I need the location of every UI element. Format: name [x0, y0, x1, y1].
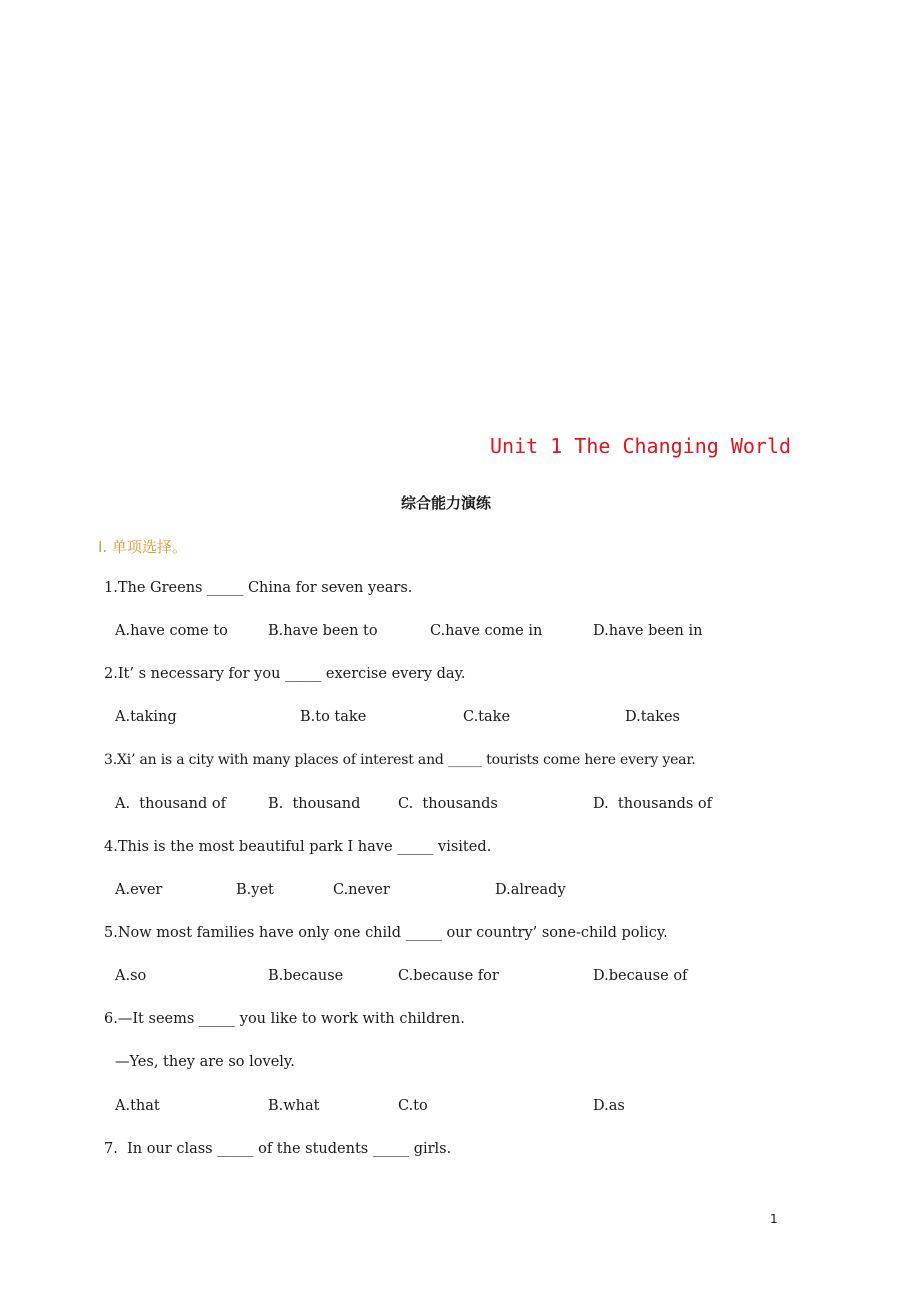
question-7-stem: 7. In our class _____ of the students _____ girls.: [104, 1141, 452, 1157]
question-3-stem: 3.Xi’ an is a city with many places of interest and _____ tourists come here every year.: [104, 752, 696, 768]
question-5-stem: 5.Now most families have only one child _____ our country’ sone-child policy.: [104, 925, 668, 941]
page-number: 1: [770, 1212, 778, 1226]
question-1-option-b: B.have been to: [268, 623, 378, 639]
question-4-option-c: C.never: [333, 882, 390, 898]
question-6-option-c: C.to: [398, 1098, 428, 1114]
question-3-option-d: D. thousands of: [593, 796, 713, 812]
question-6-option-d: D.as: [593, 1098, 625, 1114]
question-1-option-d: D.have been in: [593, 623, 703, 639]
section-subtitle: 综合能力演练: [400, 494, 491, 512]
question-5-option-d: D.because of: [593, 968, 688, 984]
question-5-option-c: C.because for: [398, 968, 499, 984]
question-4-option-b: B.yet: [236, 882, 274, 898]
section-heading: I. 单项选择。: [98, 538, 187, 556]
question-5-option-b: B.because: [268, 968, 344, 984]
question-2-option-b: B.to take: [300, 709, 367, 725]
question-2-stem: 2.It’ s necessary for you _____ exercise every day.: [104, 666, 466, 682]
question-5-option-a: A.so: [115, 968, 147, 984]
question-6-option-a: A.that: [115, 1098, 160, 1114]
question-1-stem: 1.The Greens _____ China for seven years.: [104, 580, 413, 596]
question-1-option-c: C.have come in: [430, 623, 543, 639]
question-6-stem: 6.—It seems _____ you like to work with children.: [104, 1011, 465, 1027]
question-3-option-c: C. thousands: [398, 796, 498, 812]
question-2-option-c: C.take: [463, 709, 511, 725]
question-3-option-a: A. thousand of: [115, 796, 226, 812]
question-6-reply: —Yes, they are so lovely.: [115, 1054, 295, 1070]
question-1-option-a: A.have come to: [115, 623, 228, 639]
question-2-option-a: A.taking: [115, 709, 177, 725]
question-4-option-d: D.already: [495, 882, 566, 898]
question-4-option-a: A.ever: [115, 882, 163, 898]
question-3-option-b: B. thousand: [268, 796, 361, 812]
question-2-option-d: D.takes: [625, 709, 680, 725]
page-title: Unit 1 The Changing World: [490, 434, 792, 458]
question-6-option-b: B.what: [268, 1098, 320, 1114]
question-4-stem: 4.This is the most beautiful park I have _____ visited.: [104, 839, 492, 855]
